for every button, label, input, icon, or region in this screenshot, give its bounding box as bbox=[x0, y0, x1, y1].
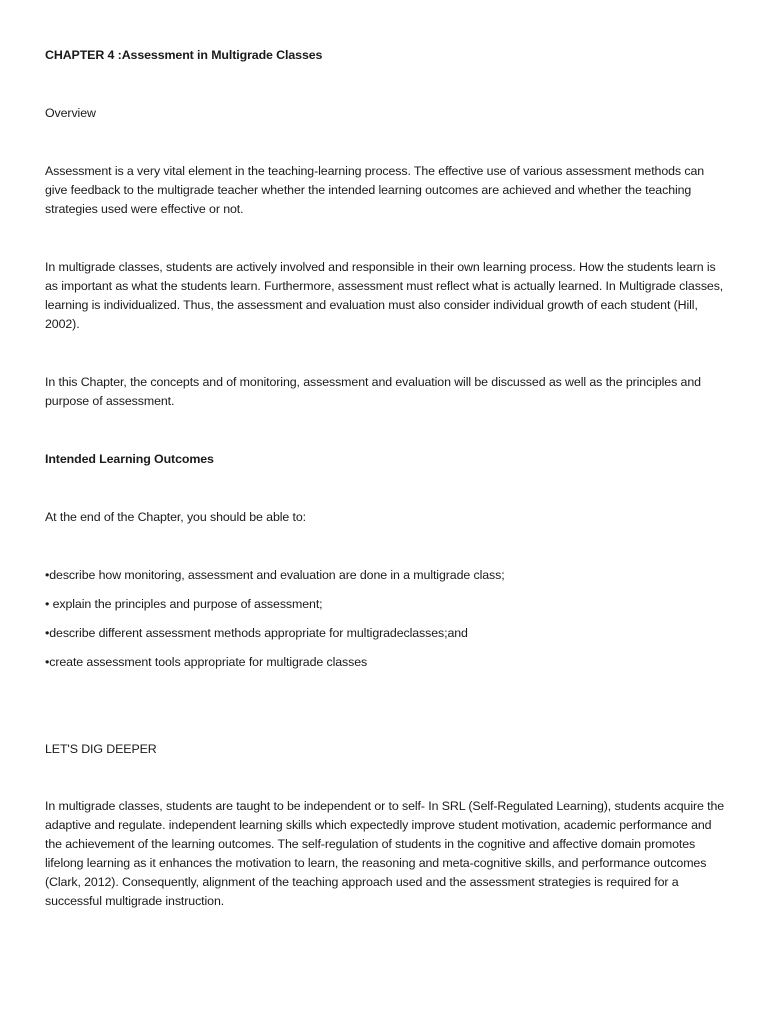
ilo-heading: Intended Learning Outcomes bbox=[45, 452, 214, 466]
paragraph-chapter-scope: In this Chapter, the concepts and of monitoring, assessment and evaluation will be discussed as well as the principles and purpose of assessment. bbox=[45, 375, 701, 408]
ilo-item: •create assessment tools appropriate for multigrade classes bbox=[45, 655, 368, 669]
ilo-item: •describe different assessment methods appropriate for multigradeclasses;and bbox=[45, 626, 468, 640]
ilo-item: • explain the principles and purpose of assessment; bbox=[45, 597, 323, 611]
paragraph-multigrade-learning: In multigrade classes, students are actively involved and responsible in their own learning process. How the students learn is as important as what the students learn. Furthermore, assessment must reflect what is actually learned. In Multigrade classes, learning is individualized. Thus, the assessment and evaluation must also consider individual growth of each student (Hill, 2002). bbox=[45, 260, 724, 331]
ilo-intro: At the end of the Chapter, you should be able to: bbox=[45, 510, 307, 524]
ilo-item: •describe how monitoring, assessment and evaluation are done in a multigrade class; bbox=[45, 568, 505, 582]
paragraph-assessment-intro: Assessment is a very vital element in the teaching-learning process. The effective use of various assessment methods can give feedback to the multigrade teacher whether the intended learning outcomes are achieved and whether the teaching strategies used were effective or not. bbox=[45, 164, 705, 216]
overview-heading: Overview bbox=[45, 106, 96, 120]
paragraph-self-regulated-learning: In multigrade classes, students are taught to be independent or to self- In SRL (Self-Regulated Learning), students acquire the adaptive and regulate. independent learning skills which expectedly improve student motivation, academic performance and the achievement of the learning outcomes. The self-regulation of students in the cognitive and affective domain promotes lifelong learning as it enhances the motivation to learn, the reasoning and meta-cognitive skills, and performance outcomes (Clark, 2012). Consequently, alignment of the teaching approach used and the assessment strategies is required for a successful multigrade instruction. bbox=[45, 799, 725, 908]
dig-deeper-heading: LET'S DIG DEEPER bbox=[45, 742, 157, 756]
chapter-title: CHAPTER 4 :Assessment in Multigrade Classes bbox=[45, 48, 323, 62]
